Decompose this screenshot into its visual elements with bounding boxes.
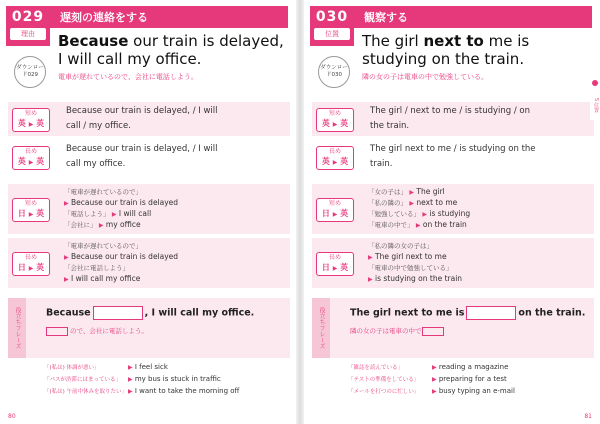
- phrase-item: 「雑誌を読んでいる」 ▶ reading a magazine: [348, 363, 509, 371]
- chunk-line: 「電車の中で勉強している」: [368, 264, 453, 272]
- answer-blank[interactable]: [93, 306, 143, 320]
- practice-row-short-jp: [8, 184, 290, 234]
- mode-tag: 長め 日 ▶ 英: [316, 252, 354, 276]
- mode-tag: 短め 日 ▶ 英: [316, 198, 354, 222]
- lesson-number: 030: [315, 9, 349, 25]
- mode-tag: 短め 日 ▶ 英: [12, 198, 50, 222]
- mode-tag: 長め 日 ▶ 英: [12, 252, 50, 276]
- practice-row-short-en: 短め 英 ▶ 英 The girl / next to me / is studying / on the train.: [312, 102, 594, 136]
- practice-row-short-en: 短め 英 ▶ 英 Because our train is delayed, / I will call / my office.: [8, 102, 290, 136]
- useful-phrases-tab: 役立ちフレーズ: [312, 298, 330, 358]
- quiz-translation: 隣の女の子は電車の中で: [350, 326, 446, 336]
- chunk-line: 「電車が遅れているので」: [64, 242, 142, 250]
- practice-row-long-jp: [312, 238, 594, 288]
- practice-row-short-jp: [312, 184, 594, 234]
- key-translation: 電車が遅れているので、会社に電話しよう。: [58, 73, 198, 81]
- useful-phrases-tab: 役立ちフレーズ: [8, 298, 26, 358]
- chunk-line: 「勉強している」 ▶ is studying: [368, 209, 471, 218]
- chunk-line: 「電車が遅れているので」: [64, 188, 142, 196]
- phrase-item: 「バスが渋滞にはまっている」 ▶ my bus is stuck in traffic: [44, 375, 221, 383]
- mode-tag: 短め 英 ▶ 英: [316, 108, 354, 132]
- lesson-badge: [310, 6, 354, 46]
- chapter-dot: [592, 80, 598, 86]
- lesson-title: 観察する: [364, 11, 408, 24]
- chunk-line: ▶ is studying on the train: [368, 274, 463, 283]
- lesson-category: 位置: [314, 28, 350, 40]
- quiz-translation: ので、会社に電話しよう。: [46, 326, 148, 336]
- lesson-title-bar: [50, 6, 288, 28]
- quiz-sentence: Because , I will call my office.: [46, 307, 255, 319]
- chunk-line: 「会社に電話しよう」: [64, 264, 129, 272]
- chunk-line: 「電車の中で」 ▶ on the train: [368, 220, 467, 229]
- fill-in-quiz: [8, 298, 290, 358]
- phrase-item: 「テストの準備をしている」 ▶ preparing for a test: [348, 375, 507, 383]
- page-number: 80: [8, 413, 16, 420]
- chapter-side-tab: 5 位置: [590, 90, 600, 120]
- fill-in-quiz: [312, 298, 594, 358]
- lesson-header: [310, 6, 592, 81]
- chunk-line: 「会社に」 ▶ my office: [64, 220, 141, 229]
- practice-row-long-en: 長め 英 ▶ 英 Because our train is delayed, / I will call my office.: [8, 140, 290, 174]
- mode-tag: 短め 英 ▶ 英: [12, 108, 50, 132]
- chunk-line: 「電話しよう」 ▶ I will call: [64, 209, 152, 218]
- page-gutter: [296, 0, 304, 424]
- page-number: 81: [584, 413, 592, 420]
- key-translation: 隣の女の子は電車の中で勉強している。: [362, 73, 488, 81]
- practice-row-long-jp: [8, 238, 290, 288]
- chunk-line: ▶ The girl next to me: [368, 252, 447, 261]
- lesson-title-bar: [354, 6, 592, 28]
- key-sentence: The girl next to me is studying on the train.: [362, 32, 530, 68]
- download-icon[interactable]: ダウンロード029: [14, 56, 46, 88]
- left-page: [0, 0, 296, 424]
- phrase-item: 「(私は) 体調が悪い」 ▶ I feel sick: [44, 363, 168, 371]
- jp-blank: [46, 327, 68, 336]
- answer-blank[interactable]: [466, 306, 516, 320]
- chunk-line: ▶ Because our train is delayed: [64, 198, 179, 207]
- jp-blank: [422, 327, 444, 336]
- chunk-line: ▶ Because our train is delayed: [64, 252, 179, 261]
- download-icon[interactable]: ダウンロード030: [318, 56, 350, 88]
- lesson-header: [6, 6, 288, 81]
- lesson-badge: [6, 6, 50, 46]
- chunk-line: 「女の子は」 ▶ The girl: [368, 187, 445, 196]
- practice-row-long-en: 長め 英 ▶ 英 The girl next to me / is studying on the train.: [312, 140, 594, 174]
- lesson-title: 遅刻の連絡をする: [60, 11, 148, 24]
- right-page: [304, 0, 600, 424]
- lesson-category: 理由: [10, 28, 46, 40]
- mode-tag: 長め 英 ▶ 英: [12, 146, 50, 170]
- chunk-line: 「私の隣の」 ▶ next to me: [368, 198, 458, 207]
- phrase-item: 「(私は) 午前中休みを取りたい」▶ I want to take the morning off: [44, 387, 240, 395]
- chunk-line: ▶ I will call my office: [64, 274, 141, 283]
- mode-tag: 長め 英 ▶ 英: [316, 146, 354, 170]
- lesson-number: 029: [11, 9, 45, 25]
- chunk-line: 「私の隣の女の子は」: [368, 242, 433, 250]
- key-sentence: Because our train is delayed, I will call my office.: [58, 32, 284, 68]
- quiz-sentence: The girl next to me is on the train.: [350, 307, 586, 319]
- phrase-item: 「メールを打つのに忙しい」 ▶ busy typing an e-mail: [348, 387, 515, 395]
